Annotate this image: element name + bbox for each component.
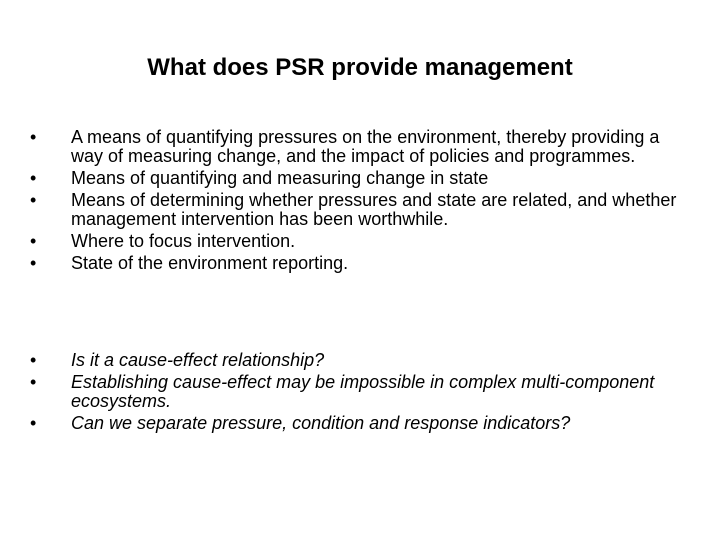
bullet-dot: • [30, 168, 37, 189]
bullet-text: A means of quantifying pressures on the environment, thereby providing a way of measuring change, and the impact of policies and programmes. [71, 127, 660, 167]
bullet-text: Where to focus intervention. [71, 230, 296, 251]
bullet-dot: • [30, 230, 37, 251]
bullet-dot: • [30, 252, 37, 273]
bullet-item [30, 191, 690, 230]
bullet-dot: • [30, 371, 37, 392]
bullet-text: State of the environment reporting. [71, 252, 349, 273]
question-bullet-list [30, 351, 690, 436]
bullet-text: Establishing cause-effect may be impossible in complex multi-component ecosystems. [71, 371, 655, 412]
bullet-dot: • [30, 350, 37, 370]
bullet-item [30, 373, 690, 412]
bullet-item [30, 351, 690, 370]
slide-title: What does PSR provide management [147, 54, 573, 81]
bullet-text: Is it a cause-effect relationship? [71, 350, 325, 370]
bullet-text: Can we separate pressure, condition and response indicators? [71, 412, 571, 433]
bullet-dot: • [30, 412, 37, 433]
primary-bullet-list [30, 128, 690, 276]
bullet-dot: • [30, 127, 37, 147]
bullet-item [30, 232, 690, 251]
bullet-item [30, 128, 690, 167]
bullet-item [30, 169, 690, 188]
bullet-item [30, 254, 690, 273]
bullet-item [30, 414, 690, 433]
bullet-text: Means of determining whether pressures and state are related, and whether management intervention has been worthwhile. [71, 189, 677, 230]
bullet-text: Means of quantifying and measuring change in state [71, 168, 489, 189]
bullet-dot: • [30, 189, 37, 210]
